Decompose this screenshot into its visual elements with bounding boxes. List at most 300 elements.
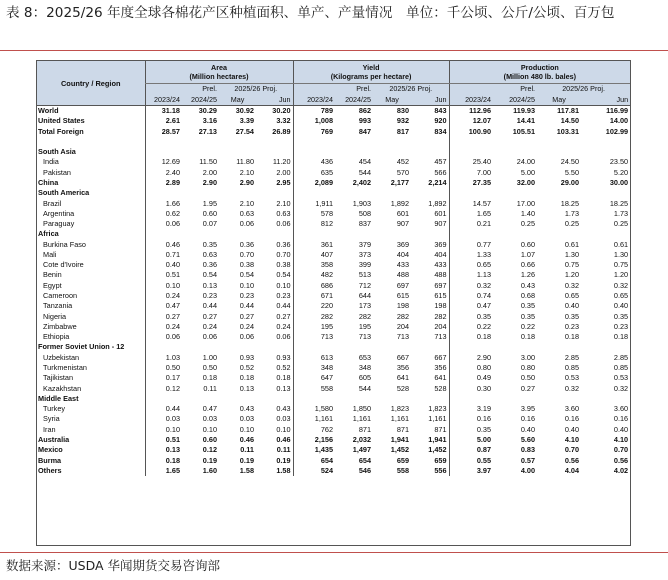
yield-cell: 862 xyxy=(335,106,373,117)
prod-cell: 0.40 xyxy=(613,424,629,434)
area-cell: 0.60 xyxy=(202,434,217,444)
area-cell xyxy=(219,394,256,404)
yield-cell: 1,903 xyxy=(352,198,372,208)
row-label: Middle East xyxy=(38,393,79,403)
prod-cell: 4.10 xyxy=(564,434,580,444)
row-label: Turkmenistan xyxy=(43,363,87,373)
prod-cell: 0.85 xyxy=(613,363,629,373)
area-cell: 0.60 xyxy=(202,208,217,218)
yield-cell: 198 xyxy=(396,301,410,311)
prod-cell: 3.60 xyxy=(564,404,580,414)
prod-cell: 1.65 xyxy=(449,209,493,219)
table-row xyxy=(37,342,630,352)
yield-cell xyxy=(293,188,335,198)
prod-cell: 0.18 xyxy=(613,332,629,342)
prod-cell: 1.26 xyxy=(520,270,536,280)
prod-cell: 18.25 xyxy=(560,198,580,208)
area-cell: 0.11 xyxy=(276,445,291,455)
prod-cell xyxy=(449,188,493,198)
yield-cell xyxy=(335,342,373,352)
area-cell: 0.51 xyxy=(145,435,182,445)
prod-cell: 0.32 xyxy=(449,281,493,291)
yield-cell: 528 xyxy=(396,383,410,393)
area-cell: 0.71 xyxy=(145,250,182,260)
prod-cell: 5.00 xyxy=(449,435,493,445)
area-cell: 28.57 xyxy=(145,127,182,137)
yield-cell: 452 xyxy=(396,157,410,167)
area-cell xyxy=(256,147,293,157)
area-cell: 0.06 xyxy=(239,332,254,342)
table-row xyxy=(37,435,630,445)
yield-cell: 2,089 xyxy=(293,178,335,188)
area-cell: 0.19 xyxy=(239,455,254,465)
area-cell: 2.90 xyxy=(239,177,254,187)
yield-cell: 198 xyxy=(434,301,447,311)
area-cell: 0.06 xyxy=(202,332,217,342)
prod-cell: 14.41 xyxy=(516,116,536,126)
prod-cell: 25.40 xyxy=(449,157,493,167)
yield-cell xyxy=(411,137,449,147)
prod-cell: 0.75 xyxy=(613,260,629,270)
yield-cell: 686 xyxy=(293,281,335,291)
yield-cell: 1,497 xyxy=(352,445,372,455)
prod-cell: 0.35 xyxy=(613,311,629,321)
yield-cell xyxy=(373,188,411,198)
yield-cell: 282 xyxy=(434,311,447,321)
yield-cell: 369 xyxy=(434,239,447,249)
area-cell: 0.23 xyxy=(239,291,254,301)
prod-cell: 0.75 xyxy=(564,260,580,270)
area-cell: 0.12 xyxy=(202,445,217,455)
yield-cell: 204 xyxy=(396,321,410,331)
area-header xyxy=(145,61,293,84)
area-cell: 0.13 xyxy=(276,383,291,393)
area-cell: 0.10 xyxy=(145,281,182,291)
table-row xyxy=(37,116,630,126)
yield-cell xyxy=(373,147,411,157)
area-cell: 11.80 xyxy=(236,157,254,167)
yield-cell: 871 xyxy=(396,424,410,434)
yield-cell: 605 xyxy=(358,373,372,383)
production-title: Production xyxy=(520,63,559,72)
prod-cell: 32.00 xyxy=(516,177,536,187)
prod-cell: 0.40 xyxy=(613,301,629,311)
area-cell: 1.58 xyxy=(276,465,291,475)
row-label: India xyxy=(43,157,59,167)
prod-cell: 1.13 xyxy=(449,270,493,280)
yield-cell: 1,941 xyxy=(428,434,447,444)
area-cell xyxy=(182,137,219,147)
yield-title: Yield xyxy=(362,63,380,72)
yield-cell xyxy=(411,188,449,198)
area-cell: 0.18 xyxy=(239,373,254,383)
table-row xyxy=(37,353,630,363)
yield-cell: 647 xyxy=(293,373,335,383)
area-cell: 0.93 xyxy=(239,352,254,362)
row-label: Burma xyxy=(38,455,62,465)
yield-cell: 508 xyxy=(358,208,372,218)
prod-cell: 0.32 xyxy=(564,383,580,393)
yield-cell: 641 xyxy=(396,373,410,383)
prod-cell: 100.90 xyxy=(449,127,493,137)
area-may: May xyxy=(219,94,256,106)
yield-cell: 1,161 xyxy=(293,414,335,424)
area-cell: 2.95 xyxy=(276,177,291,187)
table-row xyxy=(37,466,630,476)
production-unit: (Million 480 lb. bales) xyxy=(503,72,576,81)
yield-cell: 1,911 xyxy=(293,199,335,209)
prod-cell: 0.61 xyxy=(564,239,580,249)
yield-cell: 2,032 xyxy=(352,434,372,444)
area-cell xyxy=(219,188,256,198)
area-cell: 2.10 xyxy=(239,198,254,208)
yield-cell: 513 xyxy=(358,270,372,280)
area-cell: 0.50 xyxy=(202,363,217,373)
yield-cell: 436 xyxy=(293,157,335,167)
area-cell: 0.03 xyxy=(276,414,291,424)
area-cell: 0.36 xyxy=(239,239,254,249)
prod-cell: 0.49 xyxy=(449,373,493,383)
prod-cell: 1.73 xyxy=(564,208,580,218)
area-cell: 27.54 xyxy=(235,126,254,136)
yield-cell xyxy=(411,342,449,352)
area-cell: 30.29 xyxy=(182,106,219,117)
area-cell: 0.40 xyxy=(145,260,182,270)
table-row xyxy=(37,106,630,117)
cotton-table xyxy=(36,60,631,546)
cotton-data-table xyxy=(37,61,630,476)
area-cell: 0.52 xyxy=(239,363,254,373)
area-cell: 0.06 xyxy=(276,219,291,229)
prod-jun: Jun xyxy=(581,94,630,106)
prod-cell: 0.61 xyxy=(613,239,629,249)
yield-cell: 613 xyxy=(293,353,335,363)
yield-cell: 361 xyxy=(293,240,335,250)
area-cell: 0.03 xyxy=(202,414,217,424)
table-body xyxy=(37,106,630,477)
yield-header xyxy=(293,61,449,84)
prod-cell: 0.87 xyxy=(449,445,493,455)
area-cell: 0.06 xyxy=(239,219,254,229)
yield-cell: 2,156 xyxy=(293,435,335,445)
yield-cell xyxy=(335,188,373,198)
prod-cell xyxy=(581,394,630,404)
area-cell: 0.06 xyxy=(276,332,291,342)
prod-cell: 0.16 xyxy=(613,414,629,424)
area-cell xyxy=(256,394,293,404)
prod-cell xyxy=(581,342,630,352)
yield-cell: 712 xyxy=(358,280,372,290)
yield-cell: 433 xyxy=(434,260,447,270)
area-cell: 0.24 xyxy=(276,321,291,331)
area-cell xyxy=(256,342,293,352)
yield-cell: 812 xyxy=(293,219,335,229)
area-cell: 0.70 xyxy=(276,249,291,259)
prod-cell: 14.00 xyxy=(609,116,629,126)
area-cell: 0.24 xyxy=(145,291,182,301)
prod-cell: 0.57 xyxy=(520,455,536,465)
yield-cell: 399 xyxy=(358,260,372,270)
area-cell: 0.07 xyxy=(202,219,217,229)
row-label: Australia xyxy=(38,434,70,444)
prod-cell: 0.22 xyxy=(520,321,536,331)
prod-cell: 0.25 xyxy=(613,219,629,229)
area-cell: 0.38 xyxy=(276,260,291,270)
row-label: United States xyxy=(38,116,85,126)
area-cell: 2.10 xyxy=(239,167,254,177)
prod-cell: 24.00 xyxy=(516,157,536,167)
table-row xyxy=(37,199,630,209)
caption-divider xyxy=(0,50,668,51)
row-label: Uzbekistan xyxy=(43,352,80,362)
yield-cell: 173 xyxy=(358,301,372,311)
table-row xyxy=(37,384,630,394)
table-row xyxy=(37,301,630,311)
row-label: Brazil xyxy=(43,198,62,208)
row-label: Syria xyxy=(43,414,60,424)
prod-cell: 105.51 xyxy=(512,126,536,136)
prod-cell: 0.56 xyxy=(613,455,629,465)
row-label: Iran xyxy=(43,424,56,434)
area-cell: 0.24 xyxy=(202,321,217,331)
prod-cell: 0.25 xyxy=(520,219,536,229)
yield-cell: 871 xyxy=(434,424,447,434)
area-cell: 0.43 xyxy=(239,404,254,414)
yield-cell: 653 xyxy=(358,352,372,362)
source-divider xyxy=(0,552,668,553)
prod-cell: 4.00 xyxy=(520,465,536,475)
row-label: Total Foreign xyxy=(38,126,84,136)
yield-cell: 356 xyxy=(396,363,410,373)
area-cell xyxy=(182,229,219,239)
area-prel-label: Prel. xyxy=(182,84,219,95)
prod-cell: 0.21 xyxy=(449,219,493,229)
yield-cell xyxy=(411,394,449,404)
prod-cell: 0.66 xyxy=(520,260,536,270)
yield-cell: 641 xyxy=(434,373,447,383)
row-label: South America xyxy=(38,188,90,198)
row-label: Paraguay xyxy=(43,219,75,229)
prod-cell xyxy=(581,147,630,157)
area-cell: 0.18 xyxy=(276,373,291,383)
yield-cell: 566 xyxy=(434,167,447,177)
area-cell: 0.19 xyxy=(202,455,217,465)
yield-cell: 1,823 xyxy=(390,404,410,414)
prod-cell: 29.00 xyxy=(560,177,580,187)
area-cell: 30.92 xyxy=(219,106,256,117)
prod-cell xyxy=(449,229,493,239)
prod-cell: 0.18 xyxy=(449,332,493,342)
prod-cell: 5.50 xyxy=(564,167,580,177)
yield-cell: 601 xyxy=(434,208,447,218)
area-cell: 0.50 xyxy=(145,363,182,373)
yield-cell: 907 xyxy=(396,219,410,229)
table-row xyxy=(37,456,630,466)
area-cell: 1.58 xyxy=(239,465,254,475)
row-label: China xyxy=(38,177,59,187)
prod-cell: 117.81 xyxy=(537,106,581,117)
area-cell: 1.66 xyxy=(145,199,182,209)
table-row xyxy=(37,168,630,178)
row-label: Others xyxy=(38,465,62,475)
area-cell: 2.61 xyxy=(145,116,182,126)
area-cell xyxy=(182,147,219,157)
yield-cell: 282 xyxy=(396,311,410,321)
area-cell: 0.13 xyxy=(145,445,182,455)
row-label: World xyxy=(37,106,145,117)
prod-cell: 0.68 xyxy=(520,291,536,301)
table-row xyxy=(37,363,630,373)
yield-cell: 871 xyxy=(358,424,372,434)
yield-cell: 697 xyxy=(396,280,410,290)
prod-cell: 5.20 xyxy=(613,167,629,177)
table-row xyxy=(37,425,630,435)
yield-cell: 1,850 xyxy=(352,404,372,414)
yield-cell: 659 xyxy=(396,455,410,465)
yield-cell: 1,161 xyxy=(390,414,410,424)
area-cell: 0.11 xyxy=(240,445,254,455)
prod-cell: 0.74 xyxy=(449,291,493,301)
yield-cell: 433 xyxy=(396,260,410,270)
area-cell: 2.40 xyxy=(145,168,182,178)
area-cell: 3.16 xyxy=(202,116,217,126)
area-cell: 0.47 xyxy=(202,404,217,414)
area-cell: 0.06 xyxy=(145,332,182,342)
prod-cell: 3.95 xyxy=(520,404,536,414)
table-row xyxy=(37,445,630,455)
yield-cell: 932 xyxy=(396,116,410,126)
table-row xyxy=(37,332,630,342)
yield-cell xyxy=(293,342,335,352)
area-cell: 0.54 xyxy=(239,270,254,280)
area-cell: 0.63 xyxy=(202,249,217,259)
yield-cell: 635 xyxy=(293,168,335,178)
area-y1: 2023/24 xyxy=(145,94,182,106)
yield-cell: 407 xyxy=(293,250,335,260)
yield-cell: 379 xyxy=(358,239,372,249)
area-cell: 0.19 xyxy=(276,455,291,465)
prod-cell xyxy=(493,229,537,239)
yield-cell: 762 xyxy=(293,425,335,435)
area-cell: 27.13 xyxy=(198,126,217,136)
area-cell: 0.38 xyxy=(239,260,254,270)
area-title: Area xyxy=(211,63,228,72)
prod-cell: 0.27 xyxy=(520,383,536,393)
area-cell: 0.03 xyxy=(145,414,182,424)
prod-cell: 3.60 xyxy=(613,404,629,414)
yield-cell: 404 xyxy=(396,249,410,259)
table-row xyxy=(37,291,630,301)
row-label: Burkina Faso xyxy=(43,239,86,249)
area-cell: 0.17 xyxy=(145,373,182,383)
row-label: Tajikistan xyxy=(43,373,74,383)
prod-cell xyxy=(581,188,630,198)
yield-cell xyxy=(335,394,373,404)
area-cell xyxy=(145,394,182,404)
prod-cell: 116.99 xyxy=(581,106,630,117)
prod-cell: 0.83 xyxy=(520,445,536,455)
yield-cell: 830 xyxy=(373,106,411,117)
yield-cell: 369 xyxy=(396,239,410,249)
table-row xyxy=(37,188,630,198)
yield-cell: 2,177 xyxy=(390,177,410,187)
yield-cell xyxy=(373,342,411,352)
yield-cell: 2,214 xyxy=(428,177,447,187)
prod-cell xyxy=(537,188,581,198)
yield-cell xyxy=(335,229,373,239)
prod-cell: 0.35 xyxy=(564,311,580,321)
prod-cell: 1.07 xyxy=(520,249,536,259)
area-cell: 11.50 xyxy=(199,157,217,167)
area-cell: 0.24 xyxy=(239,321,254,331)
yield-cell: 847 xyxy=(358,126,372,136)
prod-cell: 2.85 xyxy=(613,352,629,362)
country-region-header: Country / Region xyxy=(37,61,145,106)
yield-cell: 373 xyxy=(358,249,372,259)
prod-may: May xyxy=(537,94,581,106)
area-cell: 0.62 xyxy=(145,209,182,219)
prod-cell: 24.50 xyxy=(560,157,580,167)
prod-cell: 0.18 xyxy=(564,332,580,342)
yield-cell: 195 xyxy=(293,322,335,332)
area-cell: 1.03 xyxy=(145,353,182,363)
yield-cell: 713 xyxy=(358,332,372,342)
table-row xyxy=(37,127,630,137)
table-row xyxy=(37,322,630,332)
prod-cell: 1.30 xyxy=(613,249,629,259)
area-cell: 0.10 xyxy=(239,280,254,290)
prod-cell: 0.55 xyxy=(449,456,493,466)
table-row xyxy=(37,240,630,250)
area-cell: 0.63 xyxy=(276,208,291,218)
row-label: South Asia xyxy=(38,147,76,157)
prod-cell xyxy=(493,137,537,147)
yield-cell: 348 xyxy=(293,363,335,373)
area-cell: 0.46 xyxy=(145,240,182,250)
row-label: Former Soviet Union - 12 xyxy=(38,342,125,352)
prod-cell: 5.00 xyxy=(520,167,536,177)
yield-cell: 920 xyxy=(434,116,447,126)
yield-cell: 1,452 xyxy=(428,445,447,455)
area-proj-label: 2025/26 Proj. xyxy=(219,84,293,95)
area-cell: 0.44 xyxy=(276,301,291,311)
area-cell: 1.95 xyxy=(202,198,217,208)
area-cell: 2.00 xyxy=(276,167,291,177)
yield-cell: 482 xyxy=(293,270,335,280)
yield-cell: 1,452 xyxy=(390,445,410,455)
prod-cell xyxy=(537,147,581,157)
prod-cell: 0.65 xyxy=(564,291,580,301)
yield-cell: 817 xyxy=(396,126,410,136)
yield-cell xyxy=(373,394,411,404)
prod-cell: 4.02 xyxy=(613,465,629,475)
row-label: Egypt xyxy=(43,280,62,290)
prod-cell: 0.53 xyxy=(613,373,629,383)
yield-y1: 2023/24 xyxy=(293,94,335,106)
yield-cell: 671 xyxy=(293,291,335,301)
row-label xyxy=(37,137,145,147)
yield-cell: 1,941 xyxy=(390,434,410,444)
yield-cell xyxy=(293,229,335,239)
table-row xyxy=(37,394,630,404)
area-cell: 0.36 xyxy=(276,239,291,249)
yield-cell: 654 xyxy=(293,456,335,466)
yield-cell: 488 xyxy=(396,270,410,280)
prod-cell xyxy=(493,147,537,157)
area-cell: 3.32 xyxy=(276,116,291,126)
prod-cell: 0.77 xyxy=(449,240,493,250)
prod-cell: 1.30 xyxy=(564,249,580,259)
